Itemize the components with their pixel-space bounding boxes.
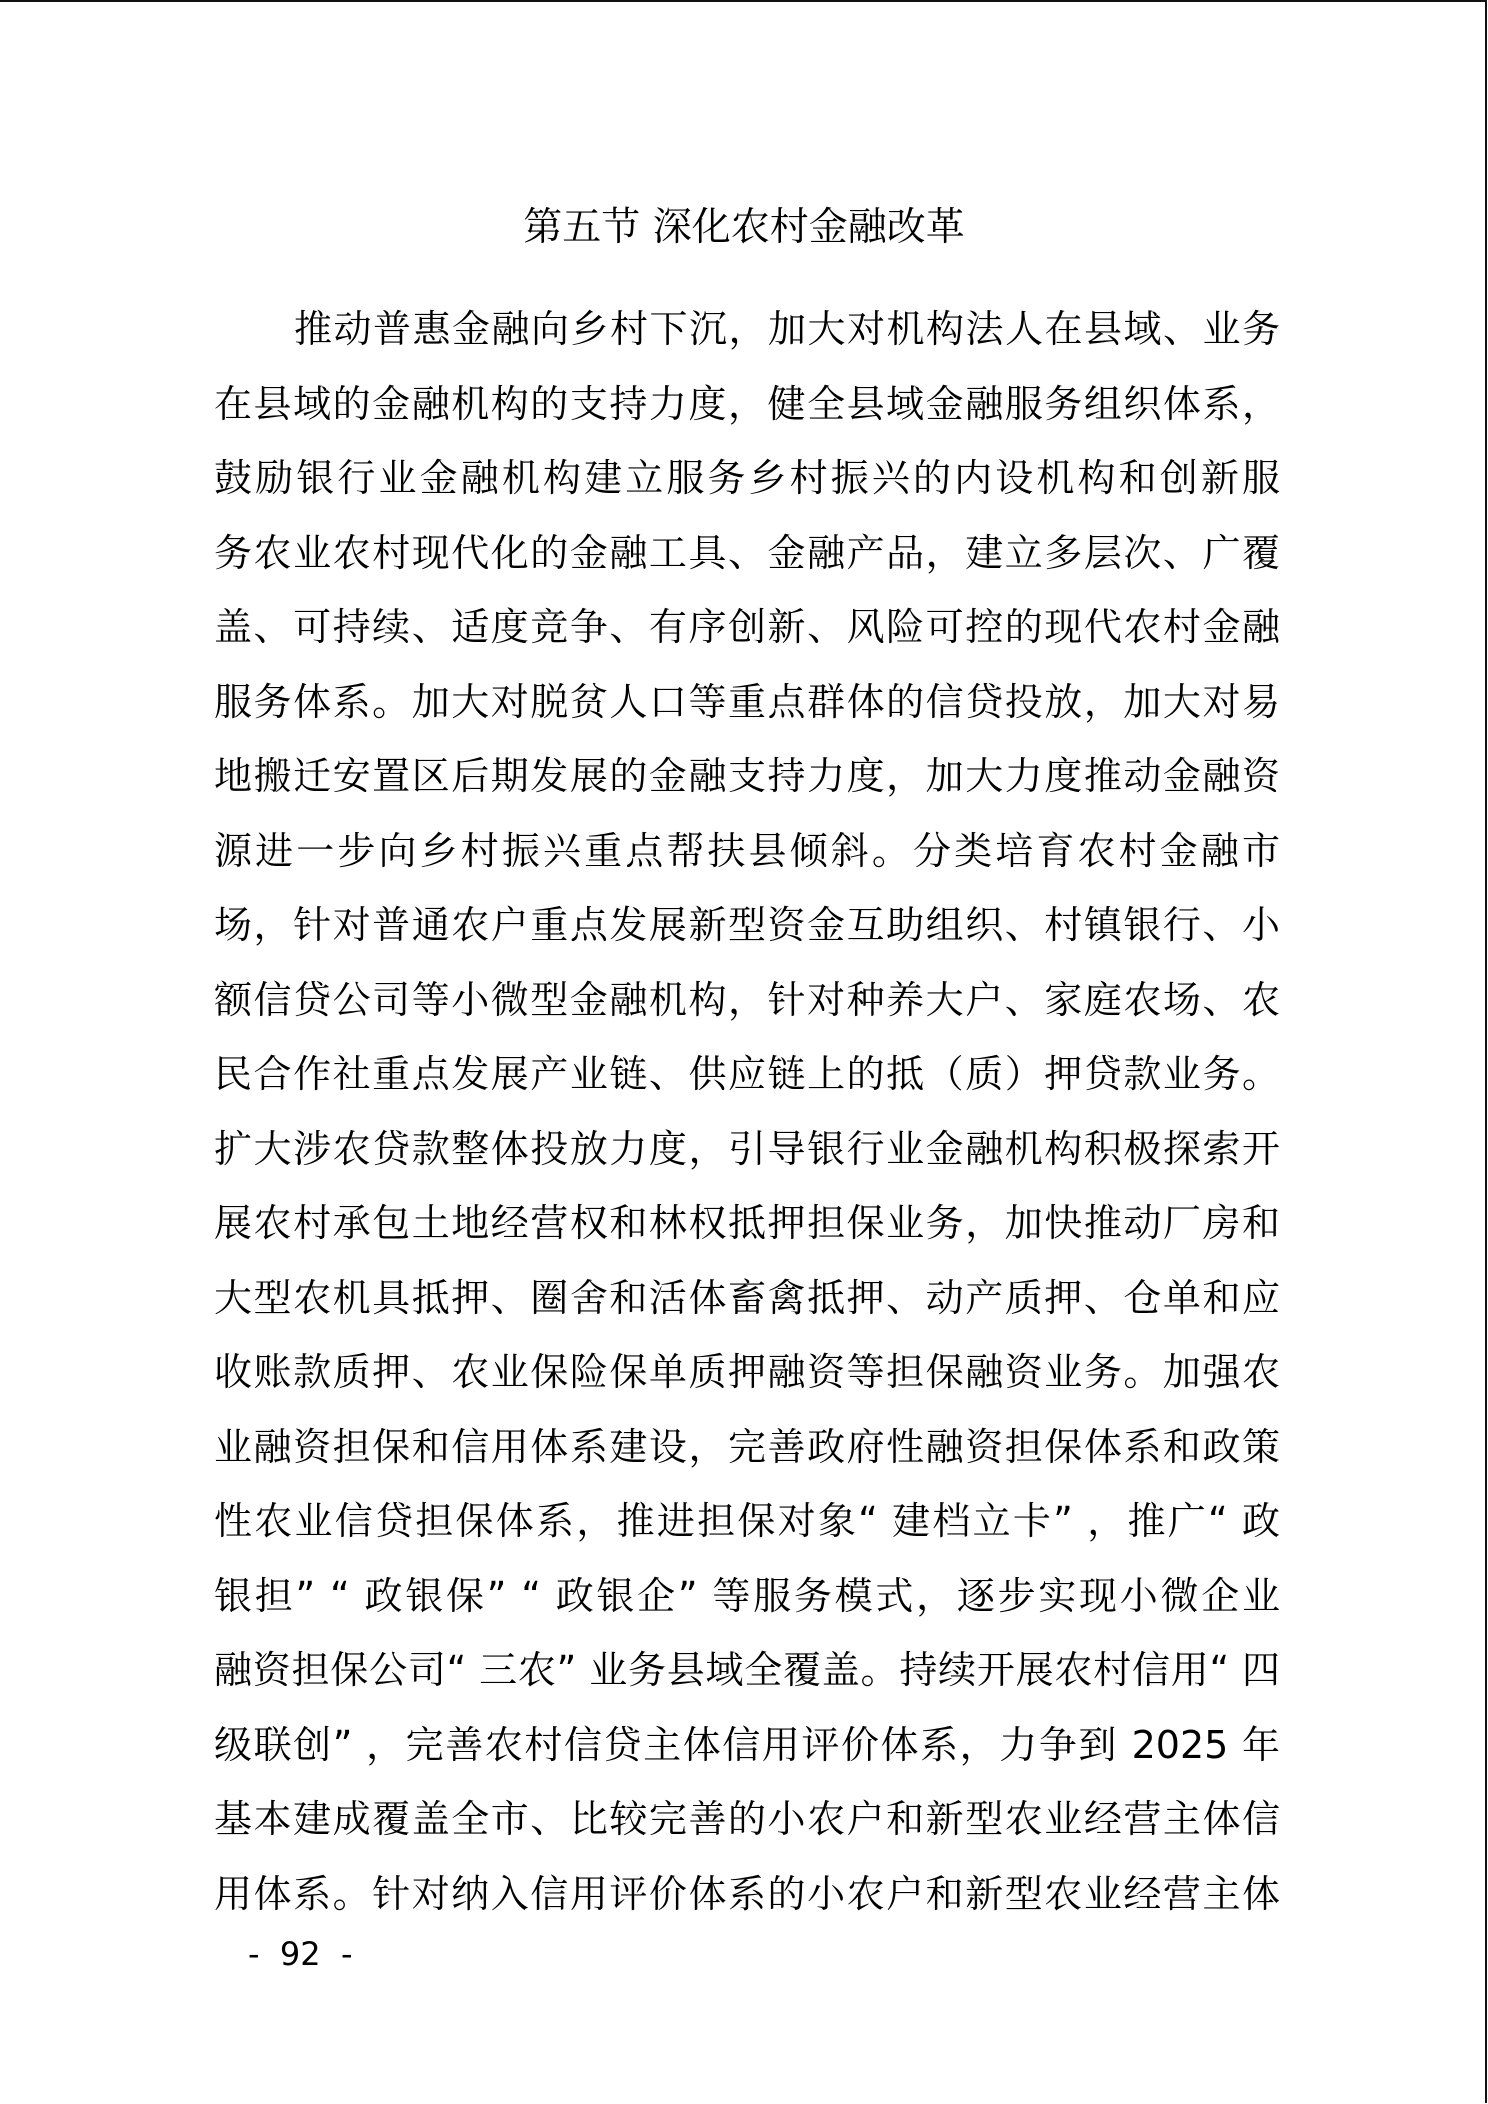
text-line: 鼓励银行业金融机构建立服务乡村振兴的内设机构和创新服 — [214, 456, 1280, 500]
text-line: 服务体系。加大对脱贫人口等重点群体的信贷投放，加大对易 — [214, 679, 1280, 724]
text-line: 用体系。针对纳入信用评价体系的小农户和新型农业经营主体 — [214, 1871, 1280, 1916]
text-line: 在县域的金融机构的支持力度，健全县域金融服务组织体系， — [214, 381, 1280, 426]
text-line: 展农村承包土地经营权和林权抵押担保业务，加快推动厂房和 — [214, 1201, 1280, 1245]
text-line: 场，针对普通农户重点发展新型资金互助组织、村镇银行、小 — [214, 903, 1280, 947]
text-line: 务农业农村现代化的金融工具、金融产品，建立多层次、广覆 — [214, 530, 1280, 575]
text-line: 地搬迁安置区后期发展的金融支持力度，加大力度推动金融资 — [214, 754, 1280, 798]
text-line: 额信贷公司等小微型金融机构，针对种养大户、家庭农场、农 — [214, 977, 1280, 1022]
text-line: 推动普惠金融向乡村下沉，加大对机构法人在县域、业务 — [294, 307, 1280, 351]
text-line: 收账款质押、农业保险保单质押融资等担保融资业务。加强农 — [214, 1350, 1280, 1394]
text-line: 级联创” ，完善农村信贷主体信用评价体系，力争到 2025 年 — [214, 1722, 1280, 1767]
body-paragraph — [214, 292, 1280, 1931]
text-line: 性农业信贷担保体系，推进担保对象“ 建档立卡” ，推广“ 政 — [214, 1499, 1280, 1543]
text-line: 业融资担保和信用体系建设，完善政府性融资担保体系和政策 — [214, 1424, 1280, 1469]
section-title: 第五节 深化农村金融改革 — [523, 205, 965, 250]
text-line: 源进一步向乡村振兴重点帮扶县倾斜。分类培育农村金融市 — [214, 828, 1280, 873]
text-line: 民合作社重点发展产业链、供应链上的抵（质）押贷款业务。 — [214, 1052, 1280, 1096]
text-line: 盖、可持续、适度竞争、有序创新、风险可控的现代农村金融 — [214, 605, 1280, 649]
text-line: 大型农机具抵押、圈舍和活体畜禽抵押、动产质押、仓单和应 — [214, 1275, 1280, 1320]
text-line: 融资担保公司“ 三农” 业务县域全覆盖。持续开展农村信用“ 四 — [214, 1648, 1280, 1692]
text-line: 银担” “ 政银保” “ 政银企” 等服务模式，逐步实现小微企业 — [214, 1573, 1280, 1618]
text-line: 扩大涉农贷款整体投放力度，引导银行业金融机构积极探索开 — [214, 1126, 1280, 1171]
page-number: - 92 - — [248, 1935, 353, 1973]
text-line: 基本建成覆盖全市、比较完善的小农户和新型农业经营主体信 — [214, 1797, 1280, 1841]
